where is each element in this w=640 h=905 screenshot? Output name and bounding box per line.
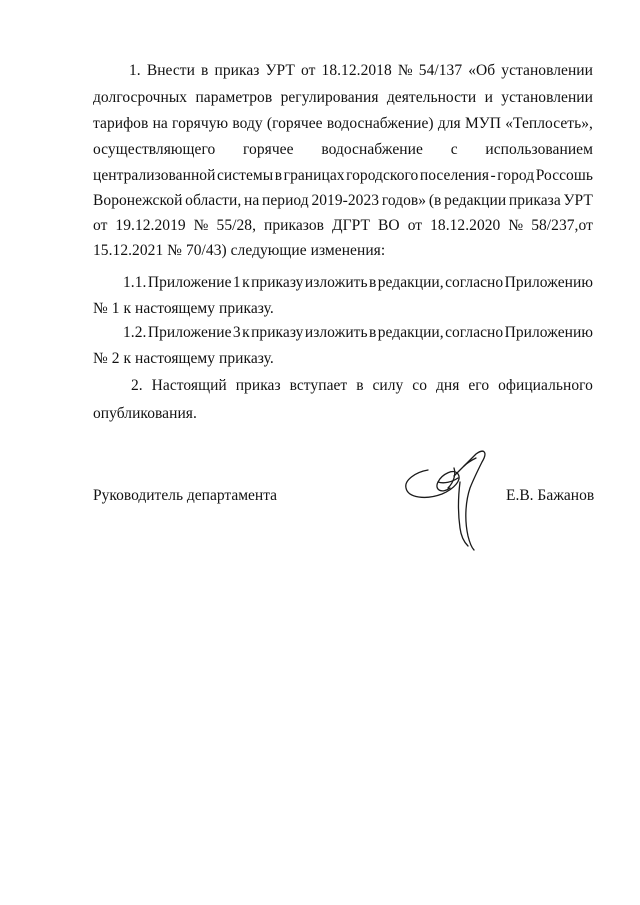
word: 3 <box>232 324 241 341</box>
word: тарифов <box>93 115 149 132</box>
word: 55/28, <box>216 217 256 234</box>
word: приказ <box>214 62 260 79</box>
word: от <box>301 62 316 79</box>
word: 58/237,от <box>531 217 593 234</box>
p1-line-1 <box>129 61 593 81</box>
word: Приложению <box>504 274 593 291</box>
word: деятельности <box>386 89 477 106</box>
p2-line-1 <box>123 273 593 293</box>
word: ДГРТ <box>332 217 371 234</box>
word: период <box>262 192 309 209</box>
word: силу <box>372 377 404 394</box>
word: «Об <box>468 62 496 79</box>
word: 19.12.2019 <box>115 217 186 234</box>
word: 1 <box>232 274 241 291</box>
word: вступает <box>289 377 348 394</box>
word: 2. <box>131 377 143 394</box>
word: приказа <box>508 192 561 209</box>
word: согласно <box>445 324 504 341</box>
p4-line-2: опубликования. <box>93 405 197 422</box>
word: приказу <box>251 324 304 341</box>
word: водоснабжение) <box>326 115 434 132</box>
word: к <box>242 324 250 341</box>
word: дня <box>435 377 460 394</box>
p1-line-4 <box>93 140 593 160</box>
word: системы <box>216 167 274 184</box>
word: от <box>93 217 108 234</box>
p1-line-6 <box>93 191 593 211</box>
word: годов» <box>381 192 427 209</box>
word: (горячее <box>266 115 323 132</box>
word: Внести <box>146 62 195 79</box>
word: горячее <box>243 141 294 158</box>
word: водоснабжение <box>321 141 423 158</box>
word: параметров <box>195 89 273 106</box>
p4-line-1 <box>131 376 593 396</box>
word: изложить <box>304 324 368 341</box>
word: городского <box>346 167 419 184</box>
word: приказов <box>264 217 325 234</box>
word: 1.2. <box>123 324 147 341</box>
p3-line-2: № 2 к настоящему приказу. <box>93 350 274 367</box>
word: 54/137 <box>418 62 463 79</box>
word: со <box>412 377 428 394</box>
p1-line-2 <box>93 88 593 108</box>
word: на <box>243 192 260 209</box>
signer-position: Руководитель департамента <box>93 487 278 504</box>
p3-line-1 <box>123 323 593 343</box>
word: 1.1. <box>123 274 147 291</box>
word: поселения <box>419 167 490 184</box>
word: Россошь <box>535 167 593 184</box>
word: Приложение <box>147 274 232 291</box>
word: установлении <box>501 62 593 79</box>
word: от <box>407 217 423 234</box>
word: - <box>490 167 496 184</box>
word: воду <box>232 115 263 132</box>
word: № <box>397 62 413 79</box>
word: согласно <box>445 274 504 291</box>
handwritten-signature <box>398 448 506 556</box>
word: УРТ <box>563 192 593 209</box>
word: 1. <box>129 62 141 79</box>
word: горячую <box>172 115 229 132</box>
word: области, <box>185 192 242 209</box>
word: с <box>450 141 458 158</box>
word: и <box>484 89 493 106</box>
word: приказу <box>251 274 304 291</box>
word: границах <box>283 167 345 184</box>
word: официального <box>498 377 593 394</box>
word: в <box>369 274 377 291</box>
word: город <box>497 167 535 184</box>
p2-line-2: № 1 к настоящему приказу. <box>93 300 274 317</box>
word: № <box>193 217 209 234</box>
word: в <box>201 62 209 79</box>
word: Приложению <box>504 324 593 341</box>
word: редакции <box>444 192 507 209</box>
word: его <box>468 377 490 394</box>
word: 18.12.2018 <box>321 62 392 79</box>
word: Воронежской <box>93 192 183 209</box>
word: для <box>437 115 461 132</box>
word: к <box>242 274 250 291</box>
p1-line-8: 15.12.2021 № 70/43) следующие изменения: <box>93 242 386 259</box>
word: 18.12.2020 <box>430 217 501 234</box>
word: централизованной <box>93 167 216 184</box>
word: в <box>369 324 377 341</box>
word: (в <box>428 192 442 209</box>
word: № <box>508 217 524 234</box>
word: регулирования <box>280 89 379 106</box>
word: редакции, <box>377 324 444 341</box>
p1-line-5 <box>93 166 593 186</box>
p1-line-3 <box>93 114 593 134</box>
word: ВО <box>378 217 400 234</box>
word: использованием <box>485 141 593 158</box>
word: осуществляющего <box>93 141 216 158</box>
word: «Теплосеть», <box>505 115 593 132</box>
word: приказ <box>235 377 281 394</box>
word: в <box>356 377 364 394</box>
word: в <box>274 167 283 184</box>
word: редакции, <box>377 274 444 291</box>
word: изложить <box>304 274 368 291</box>
p1-line-7 <box>93 216 593 236</box>
word: установлении <box>501 89 593 106</box>
word: МУП <box>464 115 502 132</box>
word: Приложение <box>147 324 232 341</box>
signer-name: Е.В. Бажанов <box>506 487 595 504</box>
word: Настоящий <box>151 377 227 394</box>
word: УРТ <box>265 62 295 79</box>
word: долгосрочных <box>93 89 188 106</box>
word: на <box>152 115 168 132</box>
word: 2019-2023 <box>311 192 380 209</box>
